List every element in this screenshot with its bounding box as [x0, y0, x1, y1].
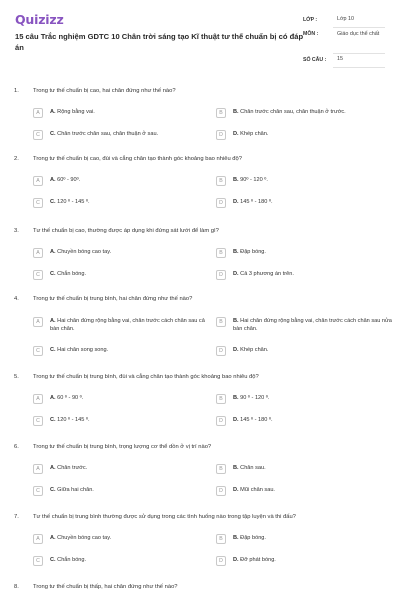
option-c[interactable]: [33, 485, 208, 497]
option-text: Đỡ phát bóng.: [240, 557, 276, 563]
option-letter-box: B: [216, 176, 226, 186]
option-a[interactable]: [33, 247, 208, 259]
question-text: Trong tư thế chuẩn bị trung bình, đùi và cẳng chân tạo thành góc khoảng bao nhiêu độ?: [33, 374, 259, 380]
option-text: 145 º - 180 º.: [240, 417, 273, 423]
question-text: Trong tư thế chuẩn bị trung bình, trọng lượng cơ thể dồn ở vị trí nào?: [33, 444, 212, 450]
option-key: C.: [50, 271, 56, 277]
option-key: A.: [50, 395, 56, 401]
option-text: Hai chân đứng rộng bằng vai, chân trước cách chân sau nửa bàn chân.: [233, 318, 392, 332]
option-key: B.: [233, 395, 239, 401]
option-letter-box: A: [33, 176, 43, 186]
option-key: C.: [50, 487, 56, 493]
question-number: 2.: [14, 156, 19, 162]
option-letter-box: C: [33, 556, 43, 566]
option-a[interactable]: [33, 533, 208, 545]
option-a[interactable]: [33, 393, 208, 405]
option-text: Rộng bằng vai.: [57, 109, 95, 115]
option-text: Chân trước chân sau, chân thuận ở trước.: [240, 109, 346, 115]
option-b[interactable]: [216, 463, 391, 475]
option-text: Hai chân đứng rộng bằng vai, chân trước cách chân sau cả bàn chân.: [50, 318, 205, 332]
option-text: Giữa hai chân.: [57, 487, 94, 493]
question-number: 5.: [14, 374, 19, 380]
option-text: 90 º - 120 º.: [240, 395, 270, 401]
option-c[interactable]: [33, 415, 208, 427]
option-key: D.: [233, 271, 239, 277]
option-c[interactable]: [33, 345, 208, 357]
question-text: Tư thế chuẩn bị cao, thường được áp dụng khi đứng sát lưới để làm gì?: [33, 228, 219, 234]
option-text: Đập bóng.: [240, 535, 266, 541]
option-key: B.: [233, 318, 239, 324]
meta-subject-value: Giáo dục thể chất: [337, 31, 380, 37]
page-title: 15 câu Trắc nghiệm GDTC 10 Chân trời sáng tạo Kĩ thuật tư thế chuẩn bị có đáp án: [15, 32, 304, 52]
option-a[interactable]: [33, 316, 208, 335]
option-letter-box: C: [33, 130, 43, 140]
option-letter-box: D: [216, 130, 226, 140]
meta-question-count-label: SỐ CÂU :: [303, 57, 327, 63]
meta-question-count-value: 15: [337, 56, 343, 62]
option-c[interactable]: [33, 555, 208, 567]
option-text: Chuyền bóng cao tay.: [57, 535, 112, 541]
option-key: C.: [50, 557, 56, 563]
question-number: 1.: [14, 88, 19, 94]
option-text: Chân trước.: [57, 465, 88, 471]
meta-class: [303, 14, 385, 28]
option-key: D.: [233, 557, 239, 563]
option-key: A.: [50, 177, 56, 183]
option-text: Chân sau.: [240, 465, 266, 471]
option-d[interactable]: [216, 129, 391, 141]
question-number: 3.: [14, 228, 19, 234]
question-text: Trong tư thế chuẩn bị thấp, hai chân đứng như thế nào?: [33, 584, 178, 590]
option-letter-box: A: [33, 394, 43, 404]
document-header: [0, 0, 400, 88]
option-key: D.: [233, 131, 239, 137]
option-letter-box: A: [33, 534, 43, 544]
option-key: A.: [50, 535, 56, 541]
option-d[interactable]: [216, 415, 391, 427]
option-key: D.: [233, 487, 239, 493]
option-text: Chắn bóng.: [57, 271, 87, 277]
option-text: Mũi chân sau.: [240, 487, 275, 493]
option-letter-box: B: [216, 108, 226, 118]
option-text: Chắn bóng.: [57, 557, 87, 563]
option-key: A.: [50, 318, 56, 324]
option-letter-box: B: [216, 317, 226, 327]
meta-class-value: Lớp 10: [337, 16, 355, 22]
option-key: D.: [233, 199, 239, 205]
option-letter-box: C: [33, 198, 43, 208]
option-text: Chuyền bóng cao tay.: [57, 249, 112, 255]
option-a[interactable]: [33, 107, 208, 119]
question-number: 4.: [14, 296, 19, 302]
option-letter-box: D: [216, 270, 226, 280]
option-letter-box: C: [33, 486, 43, 496]
option-key: C.: [50, 131, 56, 137]
option-c[interactable]: [33, 269, 208, 281]
meta-subject: [303, 28, 385, 54]
option-b[interactable]: [216, 533, 391, 545]
question-number: 7.: [14, 514, 19, 520]
option-text: 60º - 90º.: [57, 177, 81, 183]
question-number: 8.: [14, 584, 19, 590]
meta-subject-label: MÔN :: [303, 31, 319, 37]
option-key: D.: [233, 347, 239, 353]
option-letter-box: C: [33, 416, 43, 426]
option-b[interactable]: [216, 316, 391, 335]
option-letter-box: A: [33, 108, 43, 118]
option-d[interactable]: [216, 485, 391, 497]
question-number: 6.: [14, 444, 19, 450]
option-letter-box: B: [216, 464, 226, 474]
option-d[interactable]: [216, 345, 391, 357]
option-text: Chân trước chân sau, chân thuận ở sau.: [57, 131, 159, 137]
option-d[interactable]: [216, 555, 391, 567]
option-b[interactable]: [216, 393, 391, 405]
option-key: A.: [50, 465, 56, 471]
option-text: 120 º - 145 º.: [57, 417, 90, 423]
option-letter-box: C: [33, 270, 43, 280]
option-key: B.: [233, 535, 239, 541]
quizizz-logo[interactable]: Quizizz: [15, 12, 64, 27]
option-letter-box: B: [216, 534, 226, 544]
divider: [333, 67, 385, 68]
option-key: A.: [50, 109, 56, 115]
option-key: B.: [233, 249, 239, 255]
option-letter-box: A: [33, 317, 43, 327]
option-text: Cả 3 phương án trên.: [240, 271, 294, 277]
option-key: C.: [50, 347, 56, 353]
option-letter-box: D: [216, 198, 226, 208]
option-b[interactable]: [216, 107, 391, 119]
option-letter-box: D: [216, 486, 226, 496]
option-key: C.: [50, 199, 56, 205]
option-text: Đập bóng.: [240, 249, 266, 255]
option-text: 145 º - 180 º.: [240, 199, 273, 205]
option-a[interactable]: [33, 175, 208, 187]
option-c[interactable]: [33, 197, 208, 209]
option-letter-box: B: [216, 394, 226, 404]
option-text: 90º - 120 º.: [240, 177, 268, 183]
option-b[interactable]: [216, 247, 391, 259]
question-text: Trong tư thế chuẩn bị cao, đùi và cẳng chân tạo thành góc khoảng bao nhiêu độ?: [33, 156, 242, 162]
option-a[interactable]: [33, 463, 208, 475]
option-d[interactable]: [216, 197, 391, 209]
option-letter-box: D: [216, 416, 226, 426]
option-key: C.: [50, 417, 56, 423]
option-text: Khép chân.: [240, 347, 269, 353]
option-letter-box: D: [216, 556, 226, 566]
option-text: 120 º - 145 º.: [57, 199, 90, 205]
option-letter-box: B: [216, 248, 226, 258]
option-c[interactable]: [33, 129, 208, 141]
option-text: 60 º - 90 º.: [57, 395, 84, 401]
option-text: Hai chân song song.: [57, 347, 109, 353]
option-letter-box: D: [216, 346, 226, 356]
question-text: Trong tư thế chuẩn bị trung bình, hai chân đứng như thế nào?: [33, 296, 193, 302]
option-d[interactable]: [216, 269, 391, 281]
option-key: B.: [233, 177, 239, 183]
question-text: Trong tư thế chuẩn bị cao, hai chân đứng như thế nào?: [33, 88, 176, 94]
option-b[interactable]: [216, 175, 391, 187]
option-letter-box: C: [33, 346, 43, 356]
option-text: Khép chân.: [240, 131, 269, 137]
option-key: B.: [233, 109, 239, 115]
question-text: Tư thế chuẩn bị trung bình thường được sử dụng trong các tình huống nào trong tập luyện và thi đấu?: [33, 514, 296, 520]
option-key: A.: [50, 249, 56, 255]
meta-class-label: LỚP :: [303, 17, 318, 23]
option-key: B.: [233, 465, 239, 471]
option-key: D.: [233, 417, 239, 423]
meta-question-count: [303, 54, 385, 68]
option-letter-box: A: [33, 248, 43, 258]
option-letter-box: A: [33, 464, 43, 474]
